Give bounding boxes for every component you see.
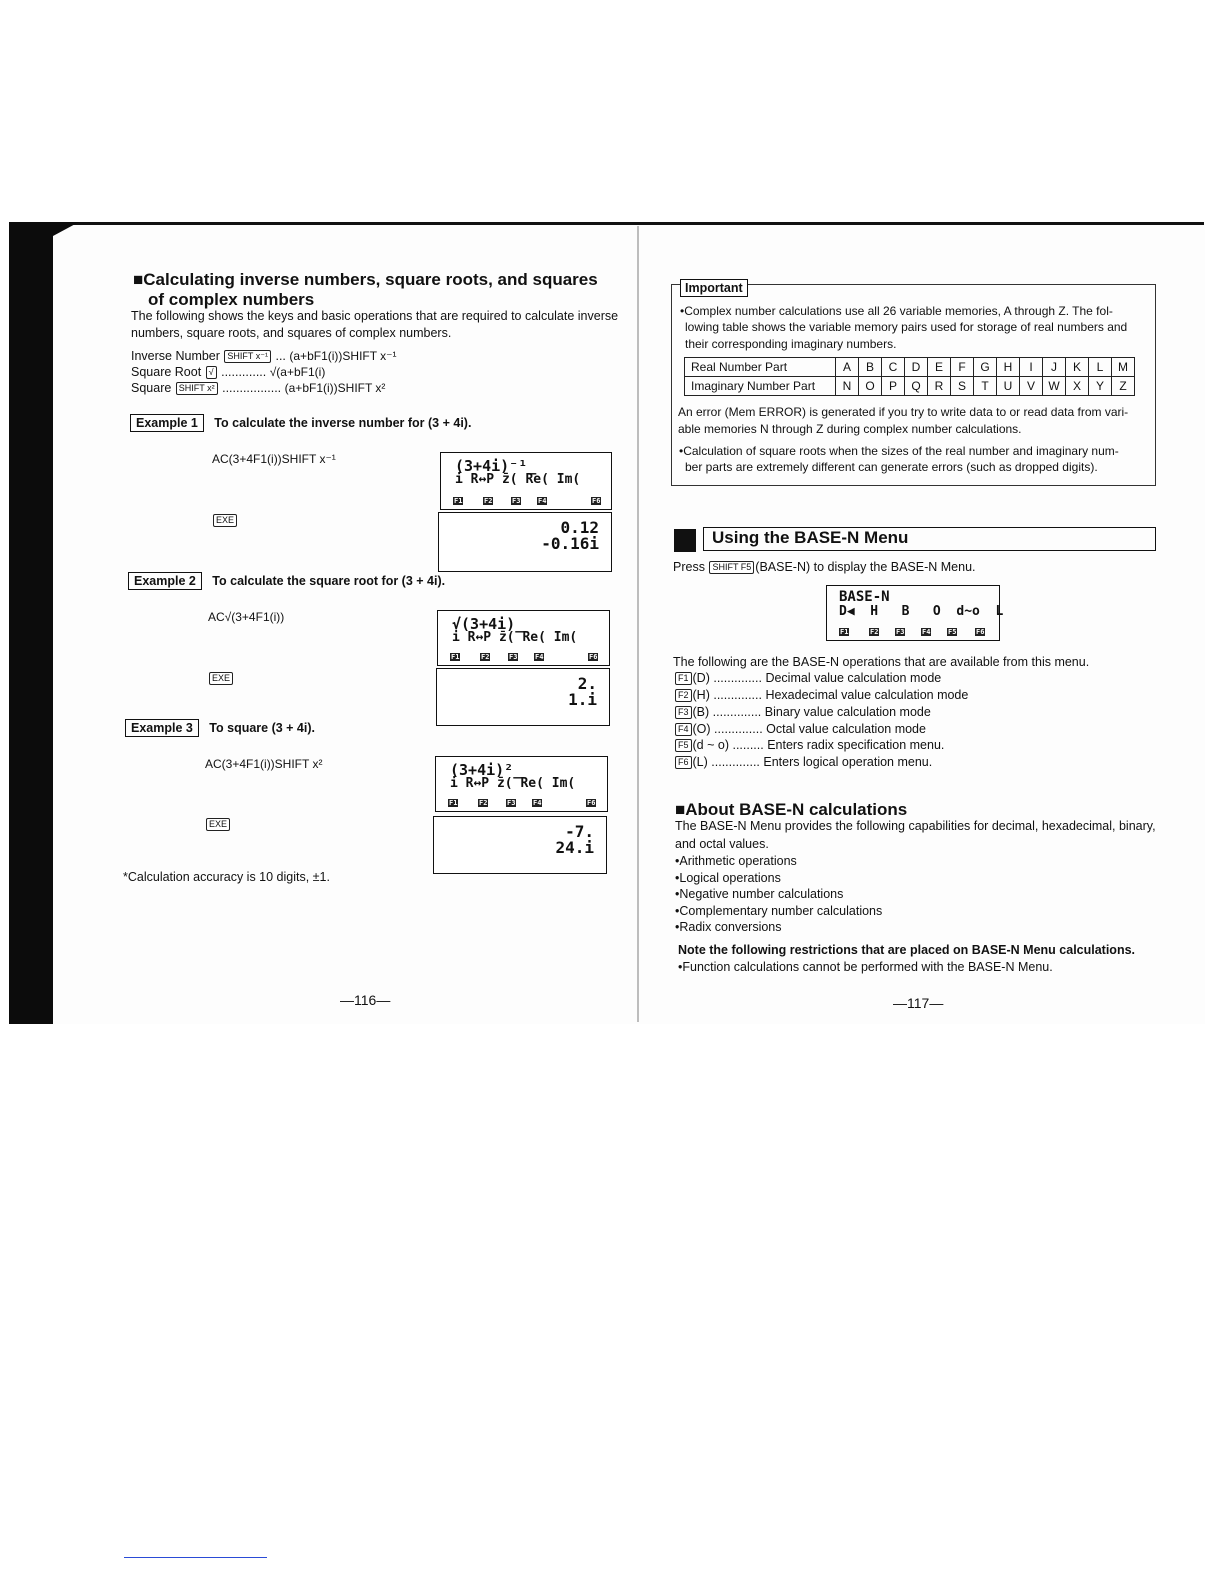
f4-key-icon: F4 bbox=[675, 723, 692, 736]
f1-key-icon: F1 bbox=[675, 672, 692, 685]
example-2-input-screen: √(3+4i)_ i R↔P z̄( Re( Im( F1 F2 F3 F4 F6 bbox=[437, 610, 610, 666]
op-row-logic: F6 (L) .............. Enters logical operation menu. bbox=[674, 754, 932, 771]
op-square-root: Square Root √ ............. √(a+bF1(i) bbox=[131, 365, 326, 379]
op-row-b: F3 (B) .............. Binary value calculation mode bbox=[674, 704, 931, 721]
top-edge-line bbox=[58, 222, 1204, 225]
footnote: *Calculation accuracy is 10 digits, ±1. bbox=[123, 870, 330, 884]
about-l1: The BASE-N Menu provides the following capabilities for decimal, hexadecimal, binary, bbox=[675, 819, 1156, 833]
example-2-keys: AC√(3+4F1(i)) bbox=[208, 610, 285, 624]
example-title: To square (3 + 4i). bbox=[209, 721, 315, 735]
example-1-keys: AC(3+4F1(i))SHIFT x⁻¹ bbox=[212, 452, 336, 466]
imp-bullet1-l3: their corresponding imaginary numbers. bbox=[685, 337, 897, 351]
table-row: Real Number Part A B C D E F G H I J K L M bbox=[685, 358, 1135, 377]
key-sequence: (a+bF1(i))SHIFT x² bbox=[284, 381, 386, 395]
capability-item: •Arithmetic operations bbox=[675, 854, 797, 868]
imp-bullet2-l2: ber parts are extremely different can generate errors (such as dropped digits). bbox=[685, 460, 1098, 474]
f6-key-icon: F6 bbox=[675, 756, 692, 769]
example-label: Example 3 bbox=[125, 719, 199, 737]
example-1-header bbox=[130, 414, 471, 432]
op-row-h: F2 (H) .............. Hexadecimal value calculation mode bbox=[674, 687, 968, 704]
key-sequence: √(a+bF1(i) bbox=[269, 365, 326, 379]
note-bold: Note the following restrictions that are placed on BASE-N Menu calculations. bbox=[678, 943, 1136, 957]
page-number-116: —116— bbox=[340, 992, 391, 1008]
shift-f5-key-icon: SHIFT F5 bbox=[709, 561, 754, 574]
example-3-header bbox=[125, 719, 315, 737]
key-icon: SHIFT x² bbox=[176, 382, 218, 395]
op-label: Square Root bbox=[131, 365, 202, 379]
key-icon: SHIFT x⁻¹ bbox=[224, 350, 271, 363]
important-tag: Important bbox=[680, 279, 748, 297]
memory-pairs-table bbox=[684, 357, 1135, 396]
example-3-result-screen: -7. 24.i bbox=[433, 816, 607, 874]
op-label: Inverse Number bbox=[131, 349, 220, 363]
example-1-result-screen: 0.12 -0.16i bbox=[438, 512, 612, 572]
imp-error-l1: An error (Mem ERROR) is generated if you try to write data to or read data from vari- bbox=[678, 405, 1129, 419]
capability-item: •Negative number calculations bbox=[675, 887, 844, 901]
note-item: •Function calculations cannot be performed with the BASE-N Menu. bbox=[678, 960, 1053, 974]
exe-key-icon: EXE bbox=[206, 818, 230, 831]
binding-gutter bbox=[637, 226, 639, 1022]
footer-rule bbox=[124, 1557, 267, 1558]
example-2-result-screen: 2. 1.i bbox=[436, 668, 610, 726]
example-1-input-screen: (3+4i)⁻¹_ i R↔P z̄( Re( Im( F1 F2 F3 F4 F6 bbox=[440, 452, 612, 510]
imp-bullet1-l2: lowing table shows the variable memory pairs used for storage of real numbers and bbox=[685, 320, 1128, 334]
example-label: Example 2 bbox=[128, 572, 202, 590]
example-title: To calculate the inverse number for (3 + 4i). bbox=[214, 416, 472, 430]
exe-key-icon: EXE bbox=[213, 514, 237, 527]
about-l2: and octal values. bbox=[675, 837, 769, 851]
f2-key-icon: F2 bbox=[675, 689, 692, 702]
key-icon: √ bbox=[206, 366, 217, 379]
imp-error-l2: able memories N through Z during complex number calculations. bbox=[678, 422, 1022, 436]
op-row-d: F1 (D) .............. Decimal value calculation mode bbox=[674, 670, 941, 687]
left-heading-line2: of complex numbers bbox=[148, 290, 315, 309]
capability-item: •Logical operations bbox=[675, 871, 781, 885]
f5-key-icon: F5 bbox=[675, 739, 692, 752]
op-label: Square bbox=[131, 381, 172, 395]
press-instruction: Press SHIFT F5 (BASE-N) to display the BASE-N Menu. bbox=[673, 560, 976, 574]
example-2-header bbox=[128, 572, 445, 590]
capability-item: •Complementary number calculations bbox=[675, 904, 883, 918]
example-3-keys: AC(3+4F1(i))SHIFT x² bbox=[205, 757, 323, 771]
intro-line1: The following shows the keys and basic operations that are required to calculate inverse bbox=[131, 309, 619, 323]
op-row-o: F4 (O) .............. Octal value calculation mode bbox=[674, 721, 926, 738]
left-scan-shadow bbox=[9, 222, 53, 1024]
example-label: Example 1 bbox=[130, 414, 204, 432]
table-row: Imaginary Number Part N O P Q R S T U V W X Y Z bbox=[685, 377, 1135, 396]
imp-bullet2-l1: •Calculation of square roots when the sizes of the real number and imaginary num- bbox=[679, 444, 1119, 458]
left-heading-line1: ■Calculating inverse numbers, square roots, and squares bbox=[133, 270, 598, 289]
about-heading: ■About BASE-N calculations bbox=[675, 800, 908, 819]
op-inverse: Inverse Number SHIFT x⁻¹ ... (a+bF1(i))SHIFT x⁻¹ bbox=[131, 349, 397, 363]
op-square: Square SHIFT x² ................. (a+bF1(i))SHIFT x² bbox=[131, 381, 386, 395]
section-title: Using the BASE-N Menu bbox=[712, 528, 909, 547]
imp-bullet1-l1: •Complex number calculations use all 26 variable memories, A through Z. The fol- bbox=[680, 304, 1113, 318]
ops-intro: The following are the BASE-N operations that are available from this menu. bbox=[673, 655, 1090, 669]
base-n-screen: BASE-N D◀ H B O d~o L F1 F2 F3 F4 F5 F6 bbox=[826, 585, 1000, 641]
exe-key-icon: EXE bbox=[209, 672, 233, 685]
key-sequence: (a+bF1(i))SHIFT x⁻¹ bbox=[289, 349, 397, 363]
capability-item: •Radix conversions bbox=[675, 920, 782, 934]
example-3-input-screen: (3+4i)²_ i R↔P z̄( Re( Im( F1 F2 F3 F4 F6 bbox=[435, 756, 608, 812]
example-title: To calculate the square root for (3 + 4i). bbox=[212, 574, 446, 588]
intro-line2: numbers, square roots, and squares of complex numbers. bbox=[131, 326, 452, 340]
f3-key-icon: F3 bbox=[675, 706, 692, 719]
op-row-radix: F5 (d ~ o) ......... Enters radix specification menu. bbox=[674, 737, 944, 754]
page-number-117: —117— bbox=[893, 995, 944, 1011]
section-marker bbox=[674, 529, 696, 552]
